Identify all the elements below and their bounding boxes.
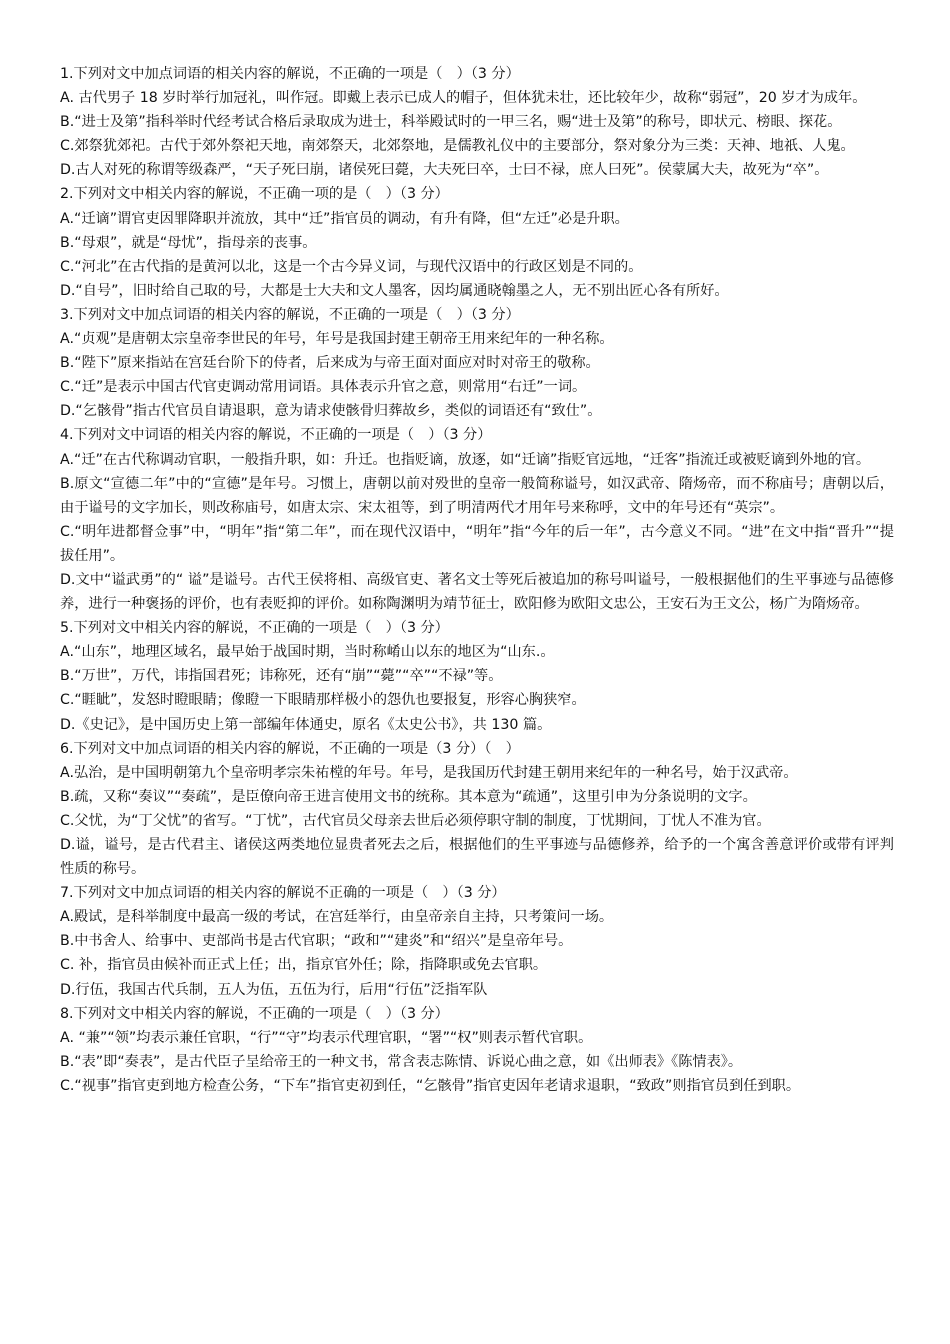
question-2-option-a: A.“迁谪”谓官吏因罪降职并流放，其中“迁”指官员的调动，有升有降，但“左迁”必是升职。 <box>60 210 629 227</box>
question-3-option-b: B.“陛下”原来指站在宫廷台阶下的侍者，后来成为与帝王面对面应对时对帝王的敬称。 <box>60 355 600 372</box>
question-1-option-d: D.古人对死的称谓等级森严，“天子死曰崩，诸侯死曰薨，大夫死曰卒，士曰不禄，庶人曰死”。侯蒙属大夫，故死为“卒”。 <box>60 162 829 179</box>
question-8-option-c: C.“视事”指官吏到地方检查公务，“下车”指官吏初到任，“乞骸骨”指官吏因年老请求退职，“致政”则指官员到任到职。 <box>60 1077 801 1094</box>
question-3-option-d: D.“乞骸骨”指古代官员自请退职，意为请求使骸骨归葬故乡，类似的词语还有“致仕”。 <box>60 403 602 420</box>
question-6-stem: 6.下列对文中加点词语的相关内容的解说，不正确的一项是（3 分）（ ） <box>60 740 520 757</box>
question-1-option-a: A. 古代男子 18 岁时举行加冠礼，叫作冠。即戴上表示已成人的帽子，但体犹未壮，还比较年少，故称“弱冠”，20 岁才为成年。 <box>60 90 867 107</box>
question-5-option-d: D.《史记》，是中国历史上第一部编年体通史，原名《太史公书》，共 130 篇。 <box>60 716 552 733</box>
question-7-option-d: D.行伍，我国古代兵制，五人为伍，五伍为行，后用“行伍”泛指军队 <box>60 981 488 998</box>
question-8-option-b: B.“表”即“奏表”，是古代臣子呈给帝王的一种文书，常含表志陈情、诉说心曲之意，如《出师表》《陈情表》。 <box>60 1053 743 1070</box>
question-5-stem: 5.下列对文中相关内容的解说，不正确的一项是（ ）（3 分） <box>60 620 449 637</box>
question-7-stem: 7.下列对文中加点词语的相关内容的解说不正确的一项是（ ）（3 分） <box>60 885 506 902</box>
question-4-option-c: C.“明年进都督佥事”中，“明年”指“第二年”，而在现代汉语中，“明年”指“今年的后一年”，古今意义不同。“进”在文中指“晋升”“提拔任用”。 <box>60 523 894 564</box>
question-6-option-a: A.弘治，是中国明朝第九个皇帝明孝宗朱祐樘的年号。年号，是我国历代封建王朝用来纪年的一种名号，始于汉武帝。 <box>60 764 798 781</box>
question-2-stem: 2.下列对文中相关内容的解说，不正确一项的是（ ）（3 分） <box>60 186 449 203</box>
question-8-option-a: A. “兼”“领”均表示兼任官职，“行”“守”均表示代理官职，“署”“权”则表示暂代官职。 <box>60 1029 593 1046</box>
question-7-option-c: C. 补，指官员由候补而正式上任；出，指京官外任；除，指降职或免去官职。 <box>60 957 548 974</box>
question-2-option-b: B.“母艰”，就是“母忧”，指母亲的丧事。 <box>60 234 317 251</box>
question-4-option-d: D.文中“谥武勇”的“ 谥”是谥号。古代王侯将相、高级官吏、著名文士等死后被追加的称号叫谥号，一般根据他们的生平事迹与品德修养，进行一种褒扬的评价，也有表贬抑的评价。如称陶渊明为靖节征士，欧阳修为欧阳文忠公，王安石为王文公，杨广为隋炀帝。 <box>60 571 894 613</box>
question-3-option-c: C.“迁”是表示中国古代官吏调动常用词语。具体表示升官之意，则常用“右迁”一词。 <box>60 379 587 396</box>
question-1-option-b: B.“进士及第”指科举时代经考试合格后录取成为进士，科举殿试时的一甲三名，赐“进士及第”的称号，即状元、榜眼、探花。 <box>60 114 842 131</box>
question-1-stem: 1.下列对文中加点词语的相关内容的解说，不正确的一项是（ ）（3 分） <box>60 66 520 82</box>
question-6-option-c: C.父忧，为“丁父忧”的省写。“丁忧”，古代官员父母亲去世后必须停职守制的制度，丁忧期间，丁忧人不准为官。 <box>60 812 771 829</box>
question-3-option-a: A.“贞观”是唐朝太宗皇帝李世民的年号，年号是我国封建王朝帝王用来纪年的一种名称。 <box>60 331 614 348</box>
question-4-option-a: A.“迁”在古代称调动官职，一般指升职，如：升迁。也指贬谪，放逐，如“迁谪”指贬官远地，“迁客”指流迁或被贬谪到外地的官。 <box>60 451 871 468</box>
question-7-option-b: B.中书舍人、给事中、吏部尚书是古代官职；“政和”“建炎”和“绍兴”是皇帝年号。 <box>60 933 573 950</box>
question-8-stem: 8.下列对文中相关内容的解说，不正确的一项是（ ）（3 分） <box>60 1005 449 1022</box>
question-6-option-d: D.谥，谥号，是古代君主、诸侯这两类地位显贵者死去之后，根据他们的生平事迹与品德修养，给予的一个寓含善意评价或带有评判性质的称号。 <box>60 837 894 878</box>
question-5-option-b: B.“万世”，万代，讳指国君死；讳称死，还有“崩”“薨”“卒”“不禄”等。 <box>60 668 503 685</box>
question-3-stem: 3.下列对文中加点词语的相关内容的解说，不正确的一项是（ ）（3 分） <box>60 306 520 323</box>
question-6-option-b: B.疏，又称“奏议”“奏疏”，是臣僚向帝王进言使用文书的统称。其本意为“疏通”，这里引申为分条说明的文字。 <box>60 788 757 805</box>
question-5-option-a: A.“山东”，地理区域名，最早始于战国时期，当时称崤山以东的地区为“山东.。 <box>60 644 555 661</box>
question-5-option-c: C.“睚眦”，发怒时瞪眼睛；像瞪一下眼睛那样极小的怨仇也要报复，形容心胸狭窄。 <box>60 692 586 709</box>
question-1-option-c: C.郊祭犹郊祀。古代于郊外祭祀天地，南郊祭天，北郊祭地，是儒教礼仪中的主要部分，祭对象分为三类：天神、地祇、人鬼。 <box>60 138 855 155</box>
question-4-option-b: B.原文“宣德二年”中的“宣德”是年号。习惯上，唐朝以前对殁世的皇帝一般简称谥号，如汉武帝、隋炀帝，而不称庙号；唐朝以后，由于谥号的文字加长，则改称庙号，如唐太宗、宋太祖等，到了明清两代才用年号来称呼，文中的年号还有“英宗”。 <box>60 475 894 516</box>
question-2-option-d: D.“自号”，旧时给自己取的号，大都是士大夫和文人墨客，因均属通晓翰墨之人，无不别出匠心各有所好。 <box>60 282 729 299</box>
question-4-stem: 4.下列对文中词语的相关内容的解说，不正确的一项是（ ）（3 分） <box>60 427 492 444</box>
question-7-option-a: A.殿试，是科举制度中最高一级的考试，在宫廷举行，由皇帝亲自主持，只考策问一场。 <box>60 909 614 926</box>
question-2-option-c: C.“河北”在古代指的是黄河以北，这是一个古今异义词，与现代汉语中的行政区划是不同的。 <box>60 258 643 275</box>
